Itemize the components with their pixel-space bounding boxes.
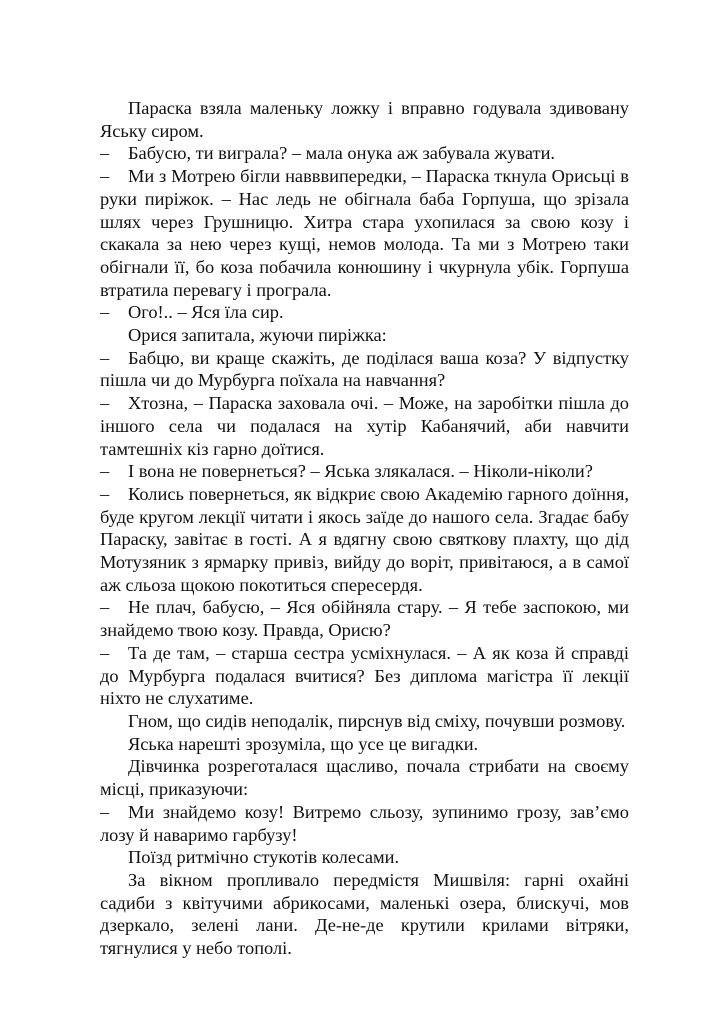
dialog-dash: – xyxy=(100,461,110,482)
dialog-paragraph xyxy=(100,142,629,165)
dialog-paragraph xyxy=(100,596,629,641)
paragraph: Дівчинка розреготалася щасливо, почала стрибати на своєму місці, приказуючи: xyxy=(100,756,629,800)
dialog-text: Ми з Мотрею бігли навввипередки, – Параска ткнула Орисьці в руки пиріжок. – Нас ледь не обігнала баба Горпуша, що зрізала шлях через Грушницю. Хитра стара ухопилася за свою козу і скакала за нею через кущі, немов молода. Та ми з Мотрею таки обігнали її, бо коза побачила конюшину і чкурнула убік. Горпуша втратила перевагу і програла. xyxy=(100,166,629,300)
dialog-paragraph xyxy=(100,483,629,597)
dialog-dash: – xyxy=(100,302,110,323)
dialog-text: Колись повернеться, як відкриє свою Академію гарного доїння, буде кругом лекції читати і якось заїде до нашого села. Згадає бабу Параску, завітає в гості. А я вдягну свою святкову плахту, що дід Мотузяник з ярмарку привіз, вийду до воріт, привітаюся, а в самої аж сльоза щокою покотиться спересердя. xyxy=(100,483,629,595)
dialog-paragraph xyxy=(100,165,629,301)
dialog-paragraph xyxy=(100,392,629,460)
dialog-text: Ого!.. – Яся їла сир. xyxy=(128,302,284,323)
paragraph: Гном, що сидів неподалік, пирснув від сміху, почувши розмову. xyxy=(128,710,626,731)
dialog-paragraph xyxy=(100,642,629,710)
dialog-text: Не плач, бабусю, – Яся обійняла стару. – Я тебе заспокою, ми знайдемо твою козу. Правда, Орисю? xyxy=(100,597,629,641)
dialog-dash: – xyxy=(100,642,110,663)
dialog-paragraph xyxy=(100,301,629,324)
dialog-dash: – xyxy=(100,143,110,164)
dialog-dash: – xyxy=(100,483,110,504)
paragraph: За вікном пропливало передмістя Мишвіля: гарні охайні садиби з квітучими абрикосами, маленькі озера, блискучі, мов дзеркало, зелені лани. Де-не-де крутили крилами вітряки, тягнулися у небо тополі. xyxy=(100,869,629,959)
paragraph: Яська нарешті зрозуміла, що усе це вигадки. xyxy=(128,733,479,754)
dialog-text: І вона не повернеться? – Яська злякалася. – Ніколи-ніколи? xyxy=(128,461,593,482)
dialog-dash: – xyxy=(100,597,110,618)
dialog-text: Бабусю, ти виграла? – мала онука аж забувала жувати. xyxy=(128,143,556,164)
dialog-dash: – xyxy=(100,801,110,822)
dialog-paragraph xyxy=(100,801,629,846)
dialog-text: Та де там, – старша сестра усміхнулася. – А як коза й справді до Мурбурга подалася вчитися? Без диплома магістра її лекції ніхто не слухатиме. xyxy=(100,642,629,709)
dialog-paragraph xyxy=(100,460,629,483)
dialog-text: Бабцю, ви краще скажіть, де поділася ваша коза? У відпустку пішла чи до Мурбурга поїхала на навчання? xyxy=(100,347,629,391)
paragraph: Орися запитала, жуючи пиріжка: xyxy=(128,325,387,346)
paragraph: Поїзд ритмічно стукотів колесами. xyxy=(128,847,400,868)
dialog-text: Хтозна, – Параска заховала очі. – Може, на заробітки пішла до іншого села чи подалася на хутір Кабанячий, аби навчити тамтешніх кіз гарно доїтися. xyxy=(100,393,629,459)
paragraph: Параска взяла маленьку ложку і вправно годувала здивовану Яську сиром. xyxy=(100,98,629,141)
dialog-dash: – xyxy=(100,166,110,187)
dialog-dash: – xyxy=(100,393,110,414)
dialog-text: Ми знайдемо козу! Витремо сльозу, зупинимо грозу, зав’ємо лозу й наваримо гарбузу! xyxy=(100,801,629,845)
dialog-dash: – xyxy=(100,347,110,368)
dialog-paragraph xyxy=(100,347,629,392)
page-text xyxy=(100,97,629,960)
